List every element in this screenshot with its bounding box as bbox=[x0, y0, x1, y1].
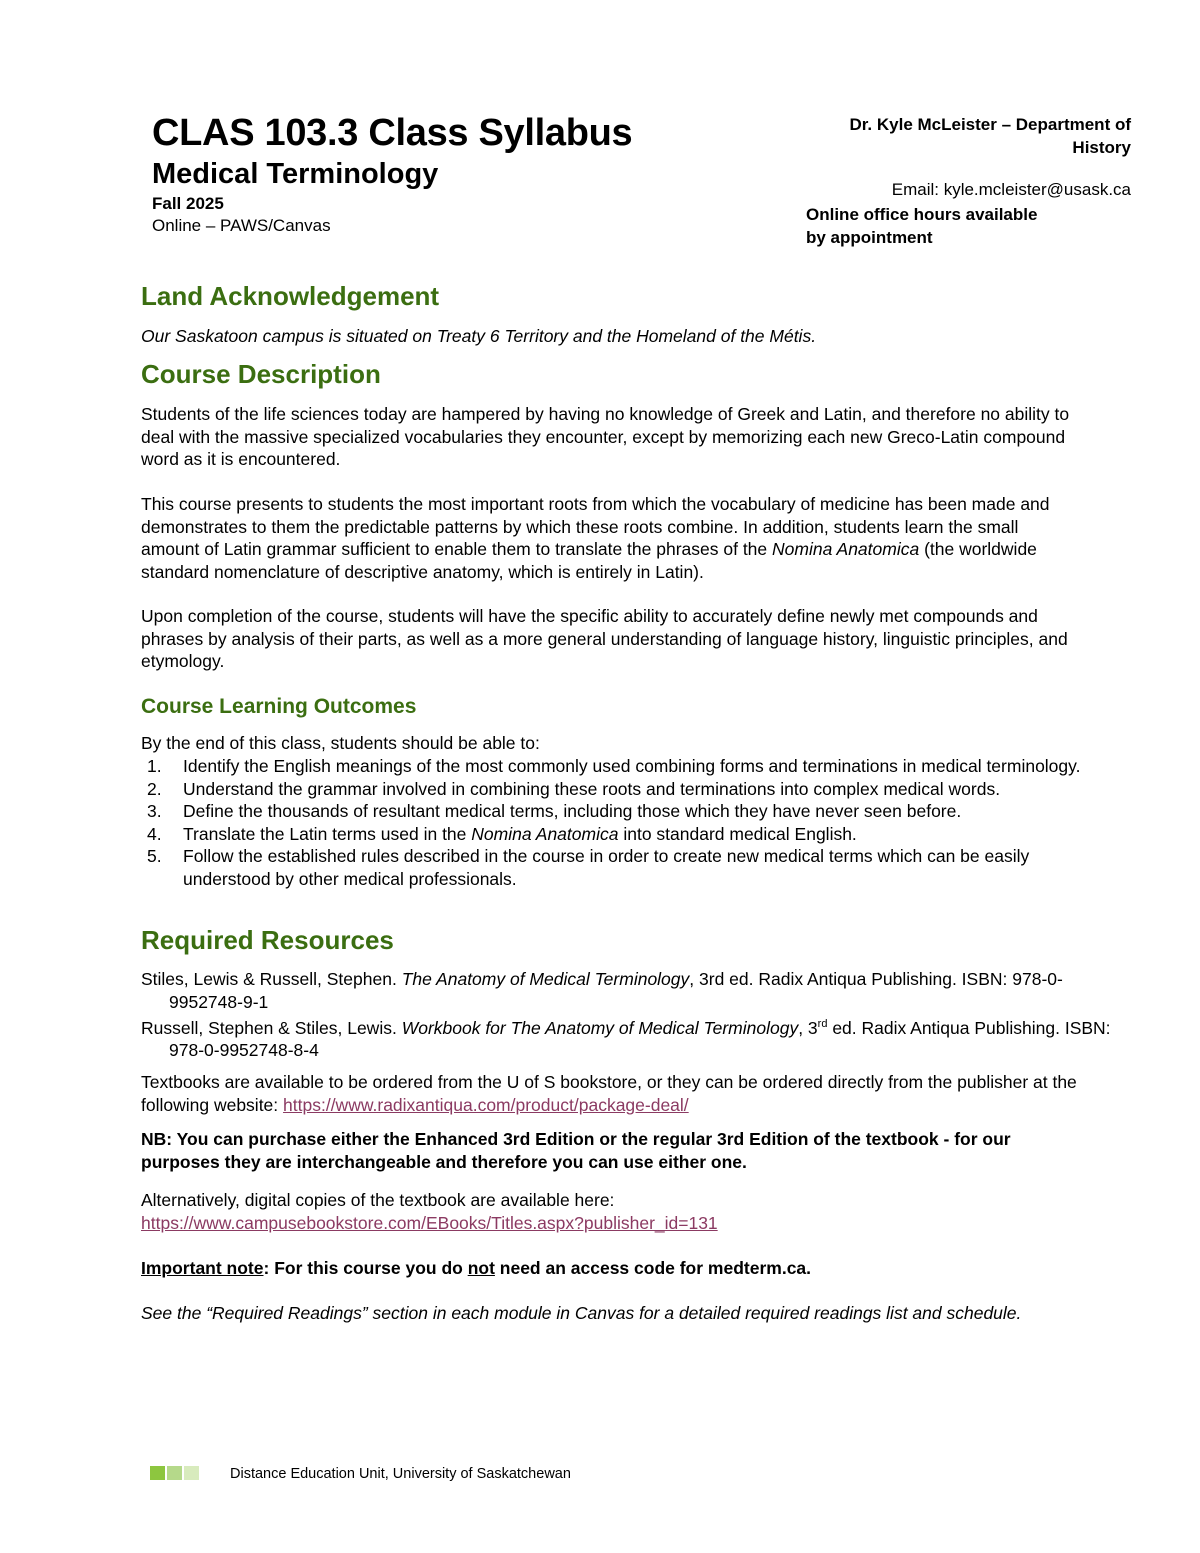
publisher-link[interactable]: https://www.radixantiqua.com/product/package-deal/ bbox=[283, 1094, 689, 1115]
list-number: 3. bbox=[147, 801, 162, 822]
page-title: CLAS 103.3 Class Syllabus bbox=[152, 112, 633, 154]
ref2-rest: ed. Radix Antiqua Publishing. ISBN: 978-0-9952748-8-4 bbox=[169, 1017, 1111, 1061]
ref2-title: Workbook for The Anatomy of Medical Terminology bbox=[401, 1017, 799, 1038]
nb-note bbox=[141, 1128, 1081, 1173]
land-acknowledgement-heading: Land Acknowledgement bbox=[141, 281, 440, 311]
list-item-text: Define the thousands of resultant medical terms, including those which they have never seen before. bbox=[183, 801, 962, 822]
list-item-text: Follow the established rules described in the course in order to create new medical terms which can be easily understood by other medical professionals. bbox=[183, 846, 1030, 889]
list-item bbox=[141, 755, 1111, 778]
learning-outcomes-intro: By the end of this class, students should be able to: bbox=[141, 733, 540, 753]
footer-logo-squares bbox=[150, 1466, 210, 1480]
course-term: Fall 2025 bbox=[152, 194, 224, 213]
list-number: 1. bbox=[147, 756, 162, 776]
course-delivery: Online – PAWS/Canvas bbox=[152, 216, 331, 235]
list-item-text-after: into standard medical English. bbox=[618, 823, 857, 844]
nb-text: : You can purchase either the Enhanced 3rd Edition or the regular 3rd Edition of the textbook - for our purposes they are interchangeable and therefore you can use either one. bbox=[141, 1129, 1011, 1172]
reference-textbook bbox=[141, 968, 1119, 1013]
important-label: Important note bbox=[141, 1258, 264, 1278]
learning-outcomes-list bbox=[141, 755, 1111, 891]
list-item bbox=[141, 778, 1111, 801]
important-text-after: need an access code for medterm.ca. bbox=[494, 1258, 812, 1278]
list-item bbox=[141, 800, 1111, 823]
required-readings-note: See the “Required Readings” section in each module in Canvas for a detailed required readings list and schedule. bbox=[141, 1303, 1022, 1323]
ref1-rest: , 3rd ed. Radix Antiqua Publishing. ISBN: 978-0-9952748-9-1 bbox=[169, 969, 1063, 1012]
footer-square-icon bbox=[167, 1466, 182, 1480]
land-acknowledgement-text: Our Saskatoon campus is situated on Treaty 6 Territory and the Homeland of the Métis. bbox=[141, 326, 817, 346]
p2-text-before: This course presents to students the most important roots from which the vocabulary of medicine has been made and demonstrates to them the predictable patterns by which these roots combine. In addition, students learn the small amount of Latin grammar sufficient to enable them to translate the phrases of the bbox=[141, 494, 1050, 560]
instructor-name-line2: History bbox=[1072, 138, 1131, 157]
digital-copies-text: Alternatively, digital copies of the textbook are available here: bbox=[141, 1190, 615, 1210]
ref2-authors: Russell, Stephen & Stiles, Lewis. bbox=[141, 1017, 402, 1038]
digital-copies bbox=[141, 1189, 1081, 1234]
office-hours-line2: by appointment bbox=[806, 228, 933, 247]
ebook-link[interactable]: https://www.campusebookstore.com/EBooks/Titles.aspx?publisher_id=131 bbox=[141, 1212, 718, 1233]
list-number: 4. bbox=[147, 823, 162, 844]
list-number: 5. bbox=[147, 846, 162, 867]
important-note bbox=[141, 1257, 1081, 1280]
ref2-edition: , 3 bbox=[798, 1017, 818, 1038]
textbooks-availability bbox=[141, 1071, 1081, 1116]
ref2-edition-suffix: rd bbox=[817, 1018, 828, 1030]
list-item-text-before: Translate the Latin terms used in the bbox=[183, 823, 472, 844]
p2-text-after: (the worldwide standard nomenclature of descriptive anatomy, which is entirely in Latin). bbox=[141, 539, 1037, 582]
footer-square-icon bbox=[184, 1466, 199, 1480]
nb-label: NB bbox=[141, 1129, 167, 1149]
textbooks-text: Textbooks are available to be ordered from the U of S bookstore, or they can be ordered directly from the publisher at the following website: bbox=[141, 1072, 1077, 1115]
list-item-text: Understand the grammar involved in combining these roots and terminations into complex medical words. bbox=[183, 778, 1001, 799]
important-text-before: : For this course you do bbox=[263, 1258, 468, 1278]
course-subtitle: Medical Terminology bbox=[152, 158, 439, 190]
course-description-heading: Course Description bbox=[141, 359, 381, 389]
office-hours-line1: Online office hours available bbox=[806, 205, 1038, 224]
learning-outcomes-heading: Course Learning Outcomes bbox=[141, 695, 417, 718]
office-hours bbox=[806, 203, 1106, 249]
list-item-text: Identify the English meanings of the most commonly used combining forms and terminations in medical terminology. bbox=[183, 756, 1081, 776]
list-item bbox=[141, 845, 1111, 890]
required-resources-heading: Required Resources bbox=[141, 925, 394, 955]
ref1-authors: Stiles, Lewis & Russell, Stephen. bbox=[141, 969, 402, 989]
footer-text: Distance Education Unit, University of Saskatchewan bbox=[230, 1466, 571, 1482]
footer-square-icon bbox=[150, 1466, 165, 1480]
ref1-title: The Anatomy of Medical Terminology bbox=[401, 969, 690, 989]
instructor-name-line1: Dr. Kyle McLeister – Department of bbox=[849, 115, 1131, 134]
course-description-p2 bbox=[141, 493, 1081, 583]
list-item bbox=[141, 823, 1111, 846]
course-description-p3: Upon completion of the course, students will have the specific ability to accurately define newly met compounds and phrases by analysis of their parts, as well as a more general understanding of language history, linguistic principles, and etymology. bbox=[141, 606, 1068, 672]
instructor-name bbox=[760, 113, 1131, 159]
reference-workbook bbox=[141, 1013, 1119, 1062]
course-description-p1: Students of the life sciences today are hampered by having no knowledge of Greek and Latin, and therefore no ability to deal with the massive specialized vocabularies they encounter, except by memorizing each new Greco-Latin compound word as it is encountered. bbox=[141, 404, 1070, 470]
list-number: 2. bbox=[147, 778, 162, 799]
instructor-email: Email: kyle.mcleister@usask.ca bbox=[891, 180, 1131, 199]
important-not: not bbox=[467, 1258, 495, 1278]
list-item-italic: Nomina Anatomica bbox=[471, 823, 619, 844]
p2-italic: Nomina Anatomica bbox=[772, 539, 920, 560]
